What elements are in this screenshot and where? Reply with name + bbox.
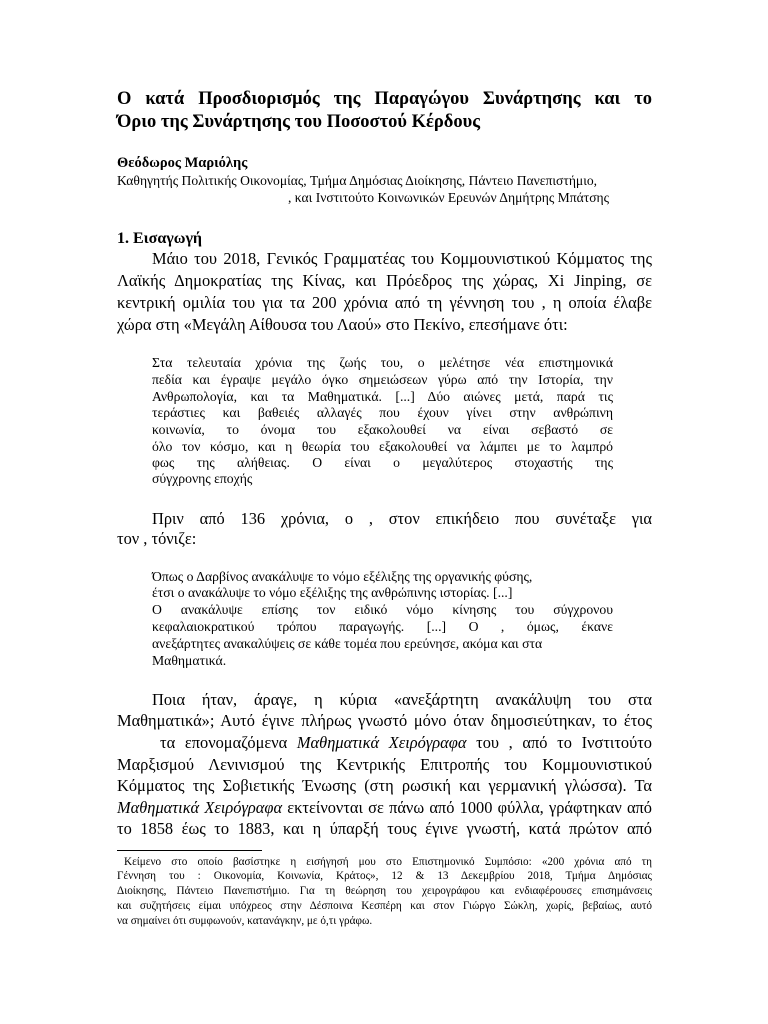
footnote-line: Γέννηση του : Οικονομία, Κοινωνία, Κράτος», 12 & 13 Δεκεμβρίου 2018, Τμήμα Δημόσιας [117, 870, 652, 882]
paragraph-3-line: Κόμματος της Σοβιετικής Ένωσης (στη ρωσική και γερμανική γλώσσα). Τα [117, 776, 652, 795]
quote-2-line: Μαθηματικά. [152, 653, 227, 668]
italic-title: Μαθηματικά Χειρόγραφα [296, 733, 467, 752]
quote-1-line: τεράστιες και βαθειές αλλαγές που έχουν γίνει στην ανθρώπινη [152, 405, 613, 420]
title-line-1: Ο κατά Προσδιορισμός της Παραγώγου Συνάρτησης και το [117, 89, 652, 109]
quote-1-line: κοινωνία, το όνομα του εξακολουθεί να είναι σεβαστό σε [152, 422, 613, 437]
quote-2-line: Όπως ο Δαρβίνος ανακάλυψε το νόμο εξέλιξης της οργανικής φύσης, [152, 569, 533, 584]
paragraph-3-line: Μαρξισμού Λενινισμού της Κεντρικής Επιτροπής του Κομμουνιστικού [117, 755, 652, 774]
quote-2-line: έτσι ο ανακάλυψε το νόμο εξέλιξης της ανθρώπινης ιστορίας. [...] [152, 585, 513, 600]
footnote-separator [117, 850, 262, 851]
quote-1-line: σύγχρονης εποχής [152, 471, 253, 486]
paragraph-2-line: τον , τόνιζε: [117, 529, 197, 548]
quote-1-line: φως της αλήθειας. Ο είναι ο μεγαλύτερος στοχαστής της [152, 455, 613, 470]
paragraph-1-line: Λαϊκής Δημοκρατίας της Κίνας, και Πρόεδρος της χώρας, Xi Jinping, σε [117, 271, 652, 290]
footnote-line: να σημαίνει ότι συμφωνούν, κατανάγκην, με ό,τι γράφω. [117, 915, 373, 927]
quote-2-line: Ο ανακάλυψε επίσης τον ειδικό νόμο κίνησης του σύγχρονου [152, 602, 613, 617]
paragraph-3-line: το 1858 έως το 1883, και η ύπαρξή τους έγινε γνωστή, κατά πρώτον από [117, 819, 652, 838]
quote-2-line: ανεξάρτητες ανακαλύψεις σε κάθε τομέα που ερεύνησε, ακόμα και στα [152, 636, 543, 651]
quote-1-line: πεδία και έγραψε μεγάλο όγκο σημειώσεων γύρω από την Ιστορία, την [152, 372, 613, 387]
quote-1-line: όλο τον κόσμο, και η θεωρία του εξακολουθεί να λάμπει με το λαμπρό [152, 439, 613, 454]
paragraph-1-line: κεντρική ομιλία του για τα 200 χρόνια από τη γέννηση του , η οποία έλαβε [117, 293, 652, 312]
quote-1-line: Ανθρωπολογία, και τα Μαθηματικά. [...] Δύο αιώνες μετά, παρά τις [152, 389, 613, 404]
author-affiliation-line-2: , και Ινστιτούτο Κοινωνικών Ερευνών Δημήτρης Μπάτσης [288, 190, 610, 205]
paragraph-2-line: Πριν από 136 χρόνια, ο , στον επικήδειο που συνέταξε για [152, 509, 652, 528]
quote-1-line: Στα τελευταία χρόνια της ζωής του, ο μελέτησε νέα επιστημονικά [152, 355, 613, 370]
paragraph-1-line: Μάιο του 2018, Γενικός Γραμματέας του Κομμουνιστικού Κόμματος της [152, 249, 652, 268]
section-heading: 1. Εισαγωγή [117, 230, 203, 247]
author-affiliation-line-1: Καθηγητής Πολιτικής Οικονομίας, Τμήμα Δημόσιας Διοίκησης, Πάντειο Πανεπιστήμιο, [117, 173, 598, 188]
paragraph-3-line: Μαθηματικά Χειρόγραφα εκτείνονται σε πάνω από 1000 φύλλα, γράφτηκαν από [117, 798, 653, 817]
footnote-line: και συζητήσεις είμαι υπόχρεος στην Δέσποινα Κεσπέρη και στον Γιώργο Σώκλη, χωρίς, βεβαίως, αυτό [117, 900, 652, 912]
author-name: Θεόδωρος Μαριόλης [117, 155, 248, 171]
paragraph-1-line: χώρα στη «Μεγάλη Αίθουσα του Λαού» στο Πεκίνο, επεσήμανε ότι: [117, 315, 568, 334]
title-line-2: Όριο της Συνάρτησης του Ποσοστού Κέρδους [117, 112, 481, 132]
paragraph-3-line: τα επονομαζόμενα Μαθηματικά Χειρόγραφα του , από το Ινστιτούτο [160, 733, 652, 752]
footnote-line: Διοίκησης, Πάντειο Πανεπιστήμιο. Για τη θεώρηση του χειρογράφου και ενδιαφέρουσες επισημάνσεις [117, 885, 652, 897]
paragraph-3-line: Ποια ήταν, άραγε, η κύρια «ανεξάρτητη ανακάλυψη του στα [152, 690, 652, 709]
footnote-line: Κείμενο στο οποίο βασίστηκε η εισήγησή μου στο Επιστημονικό Συμπόσιο: «200 χρόνια από τη [124, 856, 652, 868]
quote-2-line: κεφαλαιοκρατικού τρόπου παραγωγής. [...] Ο , όμως, έκανε [152, 619, 613, 634]
paragraph-3-line: Μαθηματικά»; Αυτό έγινε πλήρως γνωστό μόνο όταν δημοσιεύτηκαν, το έτος [117, 711, 652, 730]
italic-title: Μαθηματικά Χειρόγραφα [117, 798, 283, 817]
